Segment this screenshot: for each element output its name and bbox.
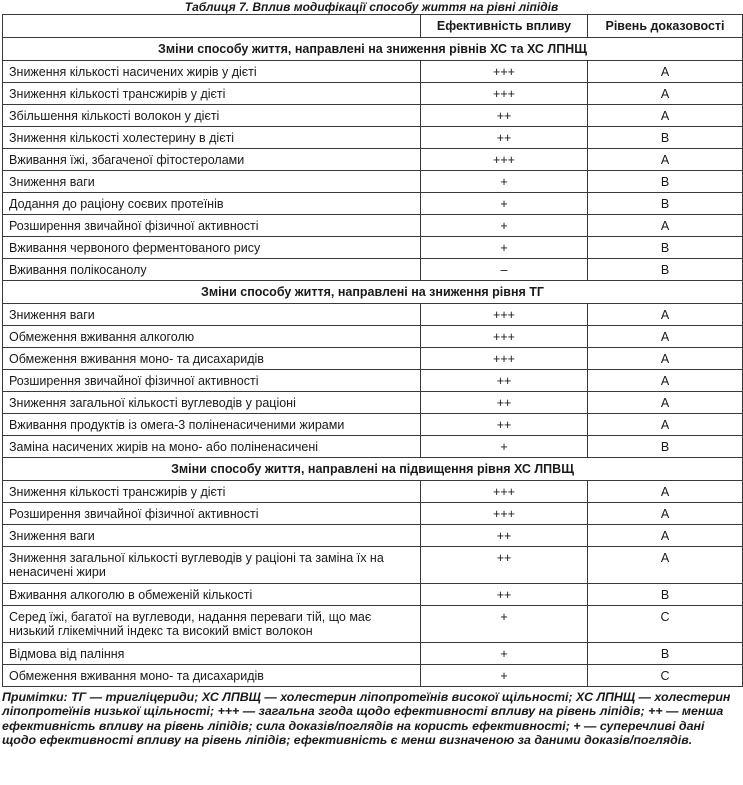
evidence-level-cell: B [588,584,743,606]
table-row [3,503,743,525]
effect-cell: ++ [421,392,588,414]
evidence-level-cell: A [588,326,743,348]
effect-cell: + [421,237,588,259]
effect-cell: + [421,193,588,215]
evidence-level-cell: A [588,215,743,237]
measure-cell: Зниження ваги [3,525,421,547]
effect-cell: – [421,259,588,281]
effect-cell: + [421,643,588,665]
measure-cell: Серед їжі, багатої на вуглеводи, надання переваги тій, що має низький глікемічний індекс та високий вміст волокон [3,606,421,643]
measure-cell: Вживання продуктів із омега-3 поліненасиченими жирами [3,414,421,436]
table-row [3,665,743,687]
evidence-level-cell: A [588,525,743,547]
section-title: Зміни способу життя, направлені на зниження рівня ТГ [3,281,743,304]
effect-cell: +++ [421,503,588,525]
evidence-level-cell: A [588,392,743,414]
effect-cell: + [421,215,588,237]
measure-cell: Зниження кількості насичених жирів у дієті [3,61,421,83]
level-column-header: Рівень доказовості [588,15,743,38]
measure-cell: Зниження загальної кількості вуглеводів у раціоні [3,392,421,414]
section-row [3,458,743,481]
measure-cell: Зниження кількості трансжирів у дієті [3,481,421,503]
evidence-level-cell: A [588,61,743,83]
effect-cell: ++ [421,370,588,392]
measure-cell: Розширення звичайної фізичної активності [3,503,421,525]
table-row [3,105,743,127]
evidence-level-cell: B [588,436,743,458]
evidence-level-cell: B [588,643,743,665]
measure-cell: Вживання їжі, збагаченої фітостеролами [3,149,421,171]
measure-cell: Зниження кількості холестерину в дієті [3,127,421,149]
measure-cell: Вживання червоного ферментованого рису [3,237,421,259]
effect-cell: ++ [421,127,588,149]
effect-cell: + [421,171,588,193]
table-row [3,193,743,215]
table-row [3,481,743,503]
effect-cell: +++ [421,481,588,503]
evidence-level-cell: A [588,481,743,503]
evidence-level-cell: C [588,665,743,687]
table-row [3,392,743,414]
measure-cell: Зниження кількості трансжирів у дієті [3,83,421,105]
evidence-level-cell: A [588,149,743,171]
table-row [3,348,743,370]
effect-cell: +++ [421,304,588,326]
measure-cell: Обмеження вживання моно- та дисахаридів [3,348,421,370]
measure-cell: Вживання алкоголю в обмеженій кількості [3,584,421,606]
section-row [3,281,743,304]
table-row [3,61,743,83]
table-row [3,83,743,105]
table-caption: Таблиця 7. Вплив модифікації способу життя на рівні ліпідів [184,0,559,14]
section-title: Зміни способу життя, направлені на підвищення рівня ХС ЛПВЩ [3,458,743,481]
measure-cell: Зниження ваги [3,171,421,193]
measure-cell: Зниження загальної кількості вуглеводів у раціоні та заміна їх на ненасичені жири [3,547,421,584]
evidence-level-cell: B [588,193,743,215]
evidence-level-cell: B [588,237,743,259]
table-header-row [3,15,743,38]
effect-cell: + [421,606,588,643]
evidence-level-cell: A [588,414,743,436]
table-row [3,436,743,458]
measure-cell: Обмеження вживання моно- та дисахаридів [3,665,421,687]
measure-cell: Вживання полікосанолу [3,259,421,281]
effect-cell: ++ [421,584,588,606]
effect-cell: +++ [421,83,588,105]
measure-cell: Зниження ваги [3,304,421,326]
table-row [3,215,743,237]
table-row [3,171,743,193]
table-row [3,525,743,547]
effect-cell: ++ [421,525,588,547]
evidence-level-cell: C [588,606,743,643]
table-row [3,149,743,171]
measure-cell: Обмеження вживання алкоголю [3,326,421,348]
evidence-level-cell: B [588,171,743,193]
effect-cell: +++ [421,348,588,370]
evidence-level-cell: A [588,370,743,392]
effect-cell: ++ [421,414,588,436]
effect-cell: + [421,436,588,458]
evidence-level-cell: A [588,304,743,326]
measure-cell: Додання до раціону соєвих протеїнів [3,193,421,215]
section-row [3,38,743,61]
table-notes: Примітки: ТГ — тригліцериди; ХС ЛПВЩ — холестерин ліпопротеїнів високої щільності; ХС ЛПНЩ — холестерин ліпопротеїнів низької щільності; +++ — загальна згода щодо ефективності впливу на рівень ліпідів; ++ — менша ефективність впливу на рівень ліпідів; сила доказів/поглядів на користь ефективності; + — суперечливі дані щодо ефективності впливу на рівень ліпідів; ефективність є менш визначеною за даними доказів/поглядів. [2,690,731,747]
table-row [3,370,743,392]
effect-cell: +++ [421,326,588,348]
measure-column-header [3,15,421,38]
section-title: Зміни способу життя, направлені на зниження рівнів ХС та ХС ЛПНЩ [3,38,743,61]
evidence-level-cell: A [588,83,743,105]
table-row [3,414,743,436]
effect-cell: +++ [421,149,588,171]
lipid-lifestyle-table [2,14,743,687]
table-row [3,606,743,643]
table-row [3,643,743,665]
measure-cell: Заміна насичених жирів на моно- або поліненасичені [3,436,421,458]
table-row [3,326,743,348]
effect-column-header: Ефективність впливу [421,15,588,38]
effect-cell: ++ [421,547,588,584]
table-row [3,304,743,326]
table-row [3,127,743,149]
evidence-level-cell: A [588,503,743,525]
table-body [3,38,743,687]
evidence-level-cell: A [588,105,743,127]
table-row [3,259,743,281]
evidence-level-cell: A [588,348,743,370]
evidence-level-cell: A [588,547,743,584]
evidence-level-cell: B [588,259,743,281]
table-row [3,584,743,606]
measure-cell: Розширення звичайної фізичної активності [3,215,421,237]
effect-cell: + [421,665,588,687]
measure-cell: Збільшення кількості волокон у дієті [3,105,421,127]
effect-cell: ++ [421,105,588,127]
effect-cell: +++ [421,61,588,83]
evidence-level-cell: B [588,127,743,149]
measure-cell: Розширення звичайної фізичної активності [3,370,421,392]
measure-cell: Відмова від паління [3,643,421,665]
table-row [3,237,743,259]
table-row [3,547,743,584]
